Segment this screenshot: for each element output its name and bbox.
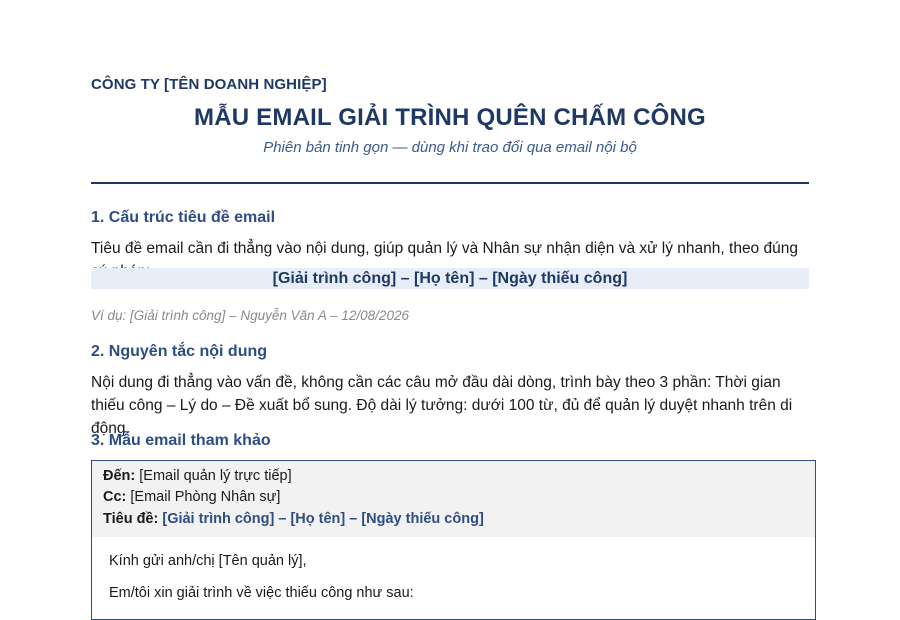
email-cc-line <box>103 489 280 505</box>
email-to-line <box>103 468 292 484</box>
email-template-box <box>91 460 816 620</box>
section-1-heading: 1. Cấu trúc tiêu đề email <box>91 209 276 226</box>
subject-example: Ví dụ: [Giải trình công] – Nguyễn Văn A – 12/08/2026 <box>91 308 409 323</box>
email-header <box>92 461 815 537</box>
document-subtitle: Phiên bản tinh gọn — dùng khi trao đổi qua email nội bộ <box>263 139 637 156</box>
section-2-heading: 2. Nguyên tắc nội dung <box>91 343 268 360</box>
section-2-text: Nội dung đi thẳng vào vấn đề, không cần các câu mở đầu dài dòng, trình bày theo 3 phần: Thời gian thiếu công – Lý do – Đề xuất bổ sung. Độ dài lý tưởng: dưới 100 từ, đủ để quản lý duyệt nhanh trên di động. <box>91 374 793 437</box>
subject-syntax-box: [Giải trình công] – [Họ tên] – [Ngày thiếu công] <box>91 268 809 289</box>
email-subject-label: Tiêu đề: <box>103 511 159 527</box>
email-subject-line <box>103 511 484 527</box>
email-to-value: [Email quản lý trực tiếp] <box>139 468 292 484</box>
email-cc-label: Cc: <box>103 489 127 505</box>
email-to-label: Đến: <box>103 468 136 484</box>
section-1-text: Tiêu đề email cần đi thẳng vào nội dung, giúp quản lý và Nhân sự nhận diện và xử lý nhanh, theo đúng <box>91 240 798 257</box>
title-divider <box>91 182 809 184</box>
email-subject-value: [Giải trình công] – [Họ tên] – [Ngày thiếu công] <box>162 511 484 527</box>
section-3-heading: 3. Mẫu email tham khảo <box>91 432 271 449</box>
email-cc-value: [Email Phòng Nhân sự] <box>130 489 281 505</box>
company-name: CÔNG TY [TÊN DOANH NGHIỆP] <box>91 76 327 93</box>
document-title: MẪU EMAIL GIẢI TRÌNH QUÊN CHẤM CÔNG <box>194 104 706 131</box>
email-intro: Em/tôi xin giải trình về việc thiếu công như sau: <box>109 585 414 601</box>
email-greeting: Kính gửi anh/chị [Tên quản lý], <box>109 553 307 569</box>
